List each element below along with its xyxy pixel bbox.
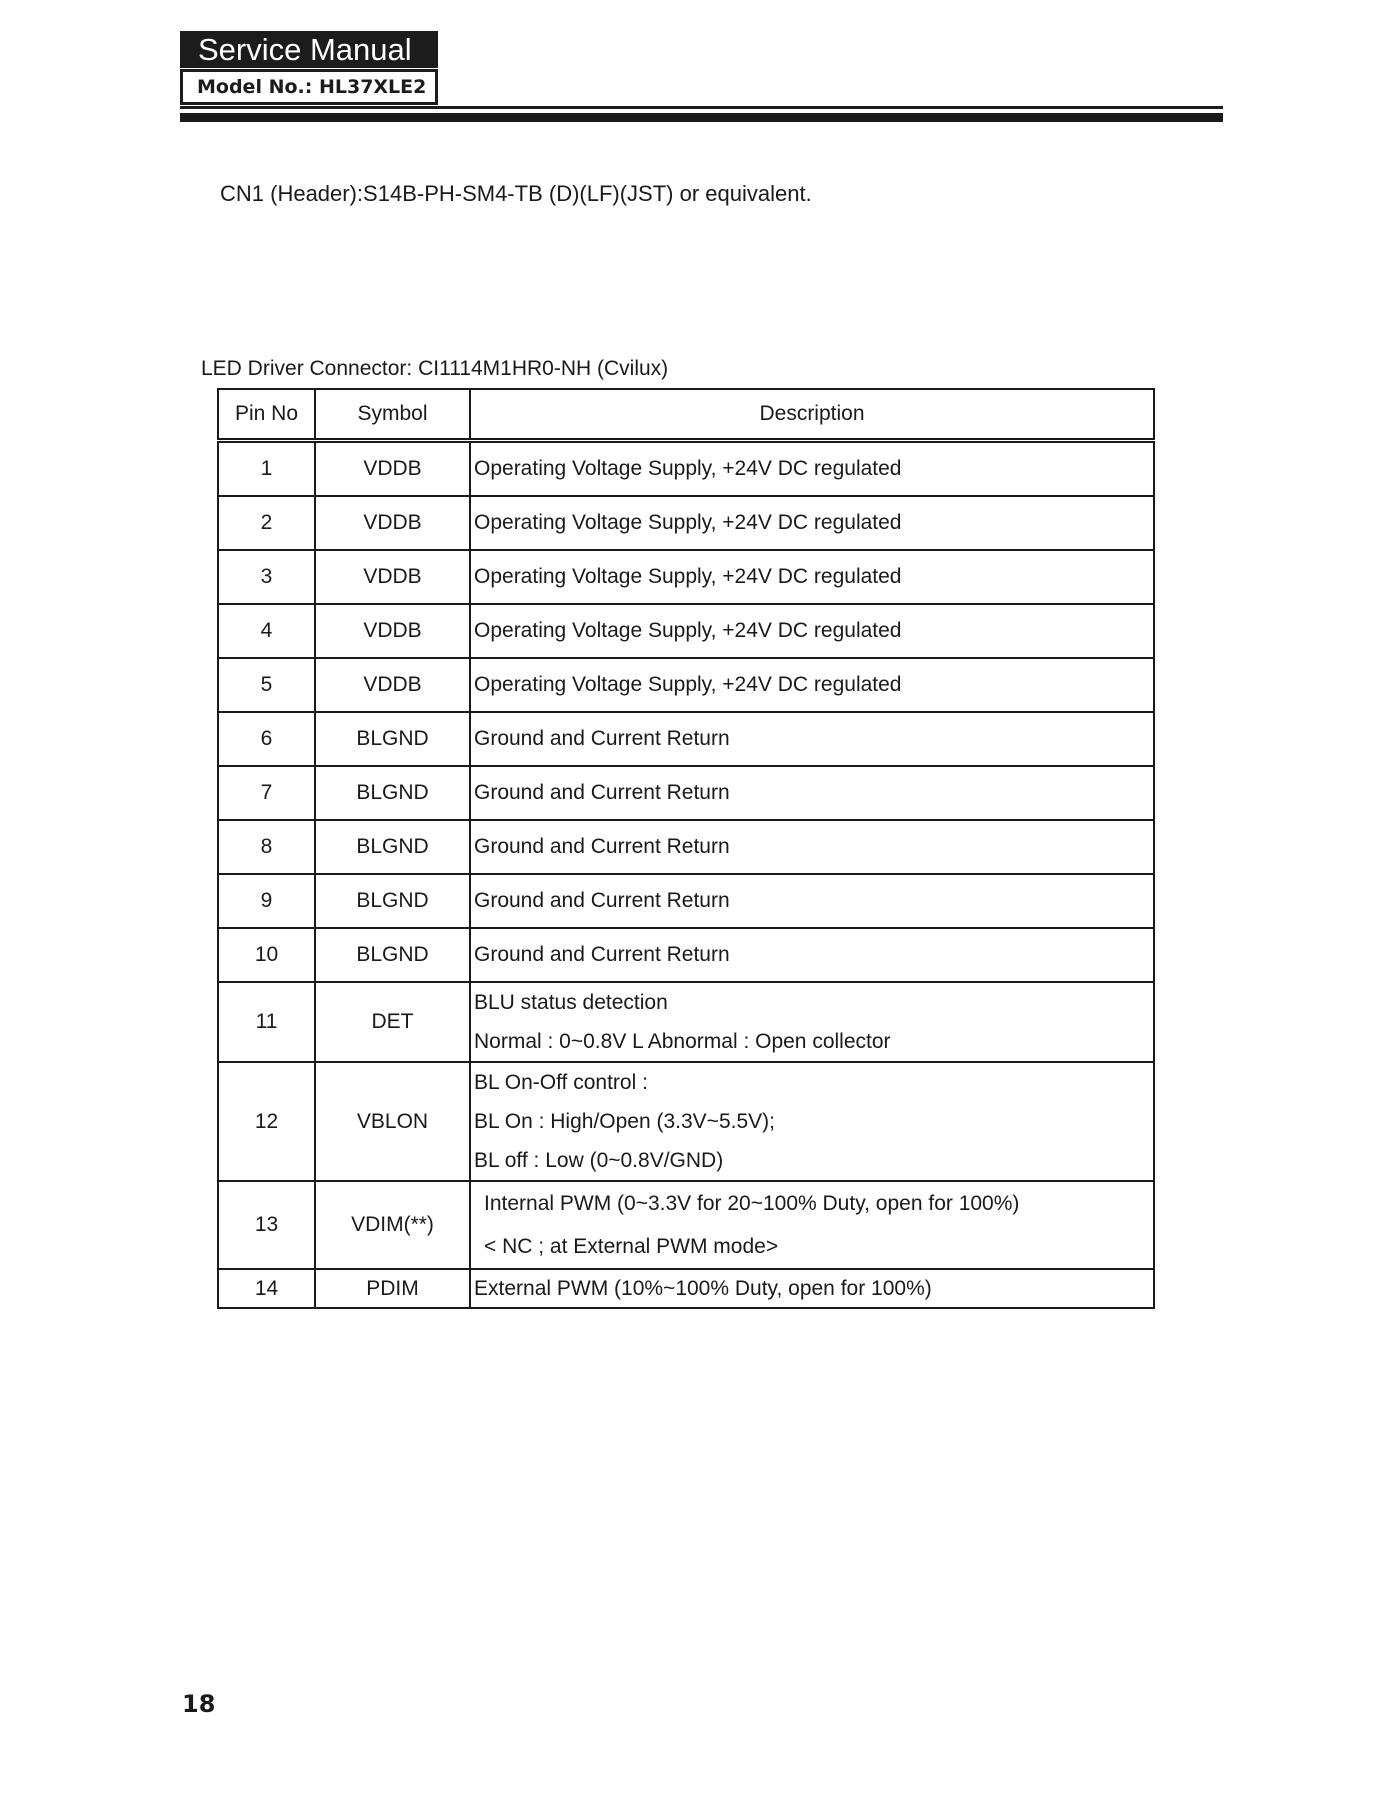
- table-row: [218, 928, 1154, 982]
- pin-number: 12: [218, 1062, 315, 1181]
- pin-number: 11: [218, 982, 315, 1062]
- pin-description: Ground and Current Return: [470, 820, 1154, 874]
- table-row: [218, 604, 1154, 658]
- table-row: [218, 496, 1154, 550]
- description-line: BL off : Low (0~0.8V/GND): [474, 1149, 724, 1172]
- table-header-row: [218, 389, 1154, 441]
- table-row: [218, 1269, 1154, 1308]
- table-row: [218, 712, 1154, 766]
- table-row: [218, 1062, 1154, 1181]
- table-row: [218, 658, 1154, 712]
- description-line: BL On-Off control :: [474, 1071, 648, 1094]
- pin-symbol: VDDB: [315, 441, 470, 497]
- pin-number: 6: [218, 712, 315, 766]
- description-line: BL On : High/Open (3.3V~5.5V);: [474, 1110, 775, 1133]
- pin-description: Ground and Current Return: [470, 874, 1154, 928]
- pin-description: Ground and Current Return: [470, 766, 1154, 820]
- pin-description: Ground and Current Return: [470, 928, 1154, 982]
- pin-symbol: VDDB: [315, 550, 470, 604]
- pin-symbol: BLGND: [315, 766, 470, 820]
- pin-symbol: DET: [315, 982, 470, 1062]
- pin-number: 9: [218, 874, 315, 928]
- pin-symbol: BLGND: [315, 820, 470, 874]
- table-row: [218, 1181, 1154, 1269]
- description-line: BLU status detection: [474, 991, 668, 1014]
- pin-description: Operating Voltage Supply, +24V DC regulated: [470, 441, 1154, 497]
- pin-number: 1: [218, 441, 315, 497]
- pin-description: [470, 1062, 1154, 1181]
- pin-symbol: BLGND: [315, 712, 470, 766]
- header-rule-thin: [180, 106, 1223, 109]
- pin-symbol: VDDB: [315, 604, 470, 658]
- pin-number: 10: [218, 928, 315, 982]
- pin-table: [217, 388, 1155, 1309]
- pin-description: [470, 982, 1154, 1062]
- manual-title: Service Manual: [180, 31, 438, 68]
- pin-symbol: VBLON: [315, 1062, 470, 1181]
- description-line: Normal : 0~0.8V L Abnormal : Open collector: [474, 1030, 891, 1053]
- header-symbol: Symbol: [315, 389, 470, 441]
- header-description: Description: [470, 389, 1154, 441]
- pin-number: 5: [218, 658, 315, 712]
- model-number: Model No.: HL37XLE2: [180, 69, 438, 105]
- pin-number: 2: [218, 496, 315, 550]
- pin-number: 3: [218, 550, 315, 604]
- pin-description: Ground and Current Return: [470, 712, 1154, 766]
- pin-number: 4: [218, 604, 315, 658]
- pin-symbol: BLGND: [315, 928, 470, 982]
- table-row: [218, 550, 1154, 604]
- pin-symbol: PDIM: [315, 1269, 470, 1308]
- pin-number: 7: [218, 766, 315, 820]
- page-number: 18: [182, 1690, 216, 1718]
- pin-symbol: BLGND: [315, 874, 470, 928]
- cn1-header-spec: CN1 (Header):S14B-PH-SM4-TB (D)(LF)(JST) or equivalent.: [220, 181, 812, 206]
- pin-number: 14: [218, 1269, 315, 1308]
- pin-description: [470, 1181, 1154, 1269]
- table-row: [218, 874, 1154, 928]
- pin-number: 13: [218, 1181, 315, 1269]
- description-line: < NC ; at External PWM mode>: [484, 1235, 779, 1258]
- pin-symbol: VDDB: [315, 496, 470, 550]
- table-row: [218, 766, 1154, 820]
- table-row: [218, 441, 1154, 497]
- table-row: [218, 982, 1154, 1062]
- pin-description: Operating Voltage Supply, +24V DC regulated: [470, 550, 1154, 604]
- pin-description: Operating Voltage Supply, +24V DC regulated: [470, 658, 1154, 712]
- description-line: Internal PWM (0~3.3V for 20~100% Duty, open for 100%): [484, 1192, 1020, 1215]
- pin-symbol: VDIM(**): [315, 1181, 470, 1269]
- pin-description: External PWM (10%~100% Duty, open for 100%): [470, 1269, 1154, 1308]
- header-rule-thick: [180, 113, 1223, 122]
- pin-symbol: VDDB: [315, 658, 470, 712]
- pin-description: Operating Voltage Supply, +24V DC regulated: [470, 604, 1154, 658]
- pin-description: Operating Voltage Supply, +24V DC regulated: [470, 496, 1154, 550]
- table-caption: LED Driver Connector: CI1114M1HR0-NH (Cvilux): [201, 357, 669, 380]
- header-pin-no: Pin No: [218, 389, 315, 441]
- pin-number: 8: [218, 820, 315, 874]
- table-row: [218, 820, 1154, 874]
